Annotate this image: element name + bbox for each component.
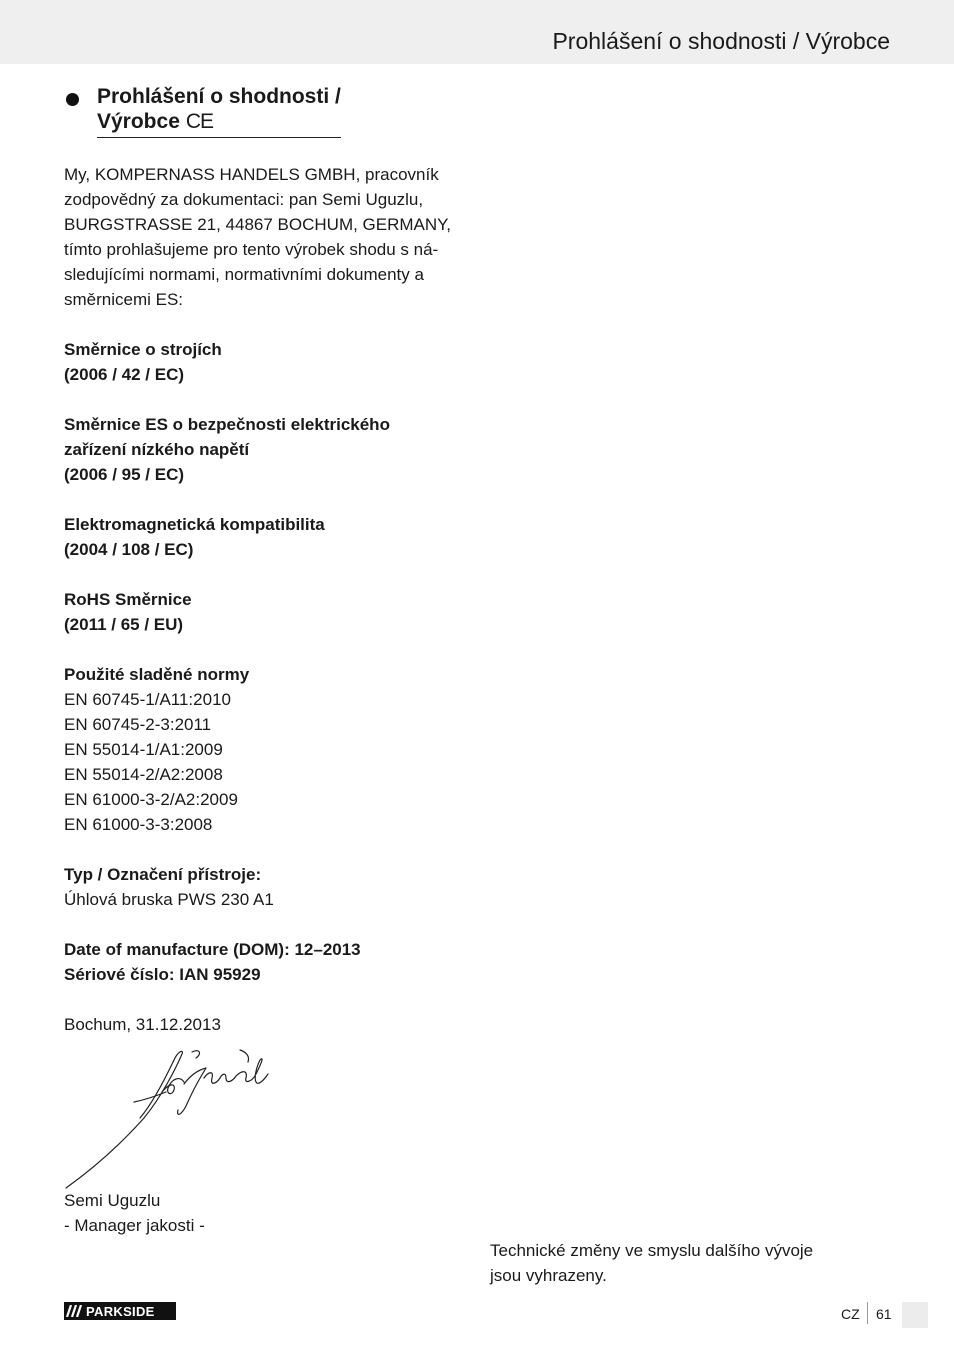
directive-low-voltage <box>64 412 474 487</box>
manufacture-date: Date of manufacture (DOM): 12–2013 <box>64 940 361 959</box>
intro-line: My, KOMPERNASS HANDELS GMBH, pracovník <box>64 165 439 184</box>
norm-item: EN 60745-1/A11:2010 <box>64 690 231 709</box>
directive-machinery <box>64 337 474 387</box>
signer-role: - Manager jakosti - <box>64 1216 205 1235</box>
intro-line: zodpovědný za dokumentaci: pan Semi Uguzlu, <box>64 190 424 209</box>
page-title: Prohlášení o shodnosti / Výrobce <box>552 28 890 54</box>
norms-title: Použité sladěné normy <box>64 665 250 684</box>
directive-line: Elektromagnetická kompatibilita <box>64 515 325 534</box>
directive-emc <box>64 512 474 562</box>
note-line: Technické změny ve smyslu dalšího vývoje <box>490 1241 814 1260</box>
signature-image <box>64 1046 274 1192</box>
directive-line: (2004 / 108 / EC) <box>64 540 194 559</box>
device-label: Typ / Označení přístroje: <box>64 865 262 884</box>
directive-line: RoHS Směrnice <box>64 590 192 609</box>
norms-block <box>64 662 474 837</box>
serial-number: Sériové číslo: IAN 95929 <box>64 965 261 984</box>
directive-line: Směrnice ES o bezpečnosti elektrického <box>64 415 390 434</box>
directive-rohs <box>64 587 474 637</box>
bullet-icon <box>66 93 79 106</box>
place-date-block <box>64 1012 474 1037</box>
device-block <box>64 862 474 912</box>
intro-line: směrnicemi ES: <box>64 290 184 309</box>
heading-line-1: Prohlášení o shodnosti / <box>97 85 341 108</box>
footer-divider <box>867 1302 868 1324</box>
intro-paragraph <box>64 162 474 312</box>
declaration-body <box>64 162 474 1062</box>
directive-line: zařízení nízkého napětí <box>64 440 250 459</box>
signer-block <box>64 1188 205 1238</box>
device-value: Úhlová bruska PWS 230 A1 <box>64 890 274 909</box>
heading-text <box>97 84 341 138</box>
manufacture-block <box>64 937 474 987</box>
parkside-logo <box>64 1302 176 1320</box>
intro-line: tímto prohlašujeme pro tento výrobek shodu s ná- <box>64 240 439 259</box>
intro-line: sledujícími normami, normativními dokumenty a <box>64 265 424 284</box>
norm-item: EN 61000-3-2/A2:2009 <box>64 790 238 809</box>
norm-item: EN 55014-1/A1:2009 <box>64 740 223 759</box>
norm-item: EN 55014-2/A2:2008 <box>64 765 223 784</box>
page-number: 61 <box>876 1306 892 1322</box>
section-heading <box>64 84 464 138</box>
footer-country: CZ <box>841 1306 860 1322</box>
signer-name: Semi Uguzlu <box>64 1191 161 1210</box>
note-line: jsou vyhrazeny. <box>490 1266 607 1285</box>
technical-note <box>490 1238 830 1288</box>
logo-text: PARKSIDE <box>86 1303 155 1319</box>
heading-line-2 <box>97 109 341 134</box>
norm-item: EN 60745-2-3:2011 <box>64 715 212 734</box>
logo-stripes-icon <box>64 1302 86 1320</box>
intro-line: BURGSTRASSE 21, 44867 BOCHUM, GERMANY, <box>64 215 452 234</box>
directive-line: (2006 / 95 / EC) <box>64 465 185 484</box>
header-band <box>0 0 954 64</box>
place-date: Bochum, 31.12.2013 <box>64 1015 221 1034</box>
heading-line-2-text: Výrobce <box>97 110 180 133</box>
directive-line: (2006 / 42 / EC) <box>64 365 185 384</box>
norm-item: EN 61000-3-3:2008 <box>64 815 213 834</box>
footer-tab <box>902 1302 928 1328</box>
directive-line: (2011 / 65 / EU) <box>64 615 184 634</box>
ce-mark-icon: CE <box>185 110 214 133</box>
directive-line: Směrnice o strojích <box>64 340 222 359</box>
